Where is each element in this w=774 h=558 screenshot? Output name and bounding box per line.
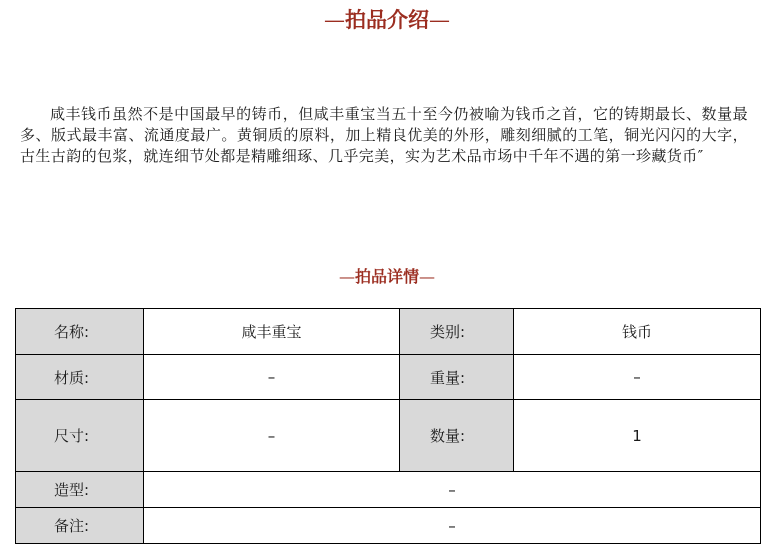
name-value: 咸丰重宝 — [144, 309, 400, 355]
title-right-dash: — — [429, 8, 450, 32]
material-label: 材质: — [16, 355, 144, 400]
shape-label: 造型: — [16, 472, 144, 508]
note-value: – — [144, 508, 761, 544]
title-right-dash: — — [419, 267, 435, 286]
name-label: 名称: — [16, 309, 144, 355]
material-value: – — [144, 355, 400, 400]
category-label: 类别: — [400, 309, 514, 355]
note-label: 备注: — [16, 508, 144, 544]
quantity-value: 1 — [514, 400, 761, 472]
title-left-dash: — — [324, 8, 345, 32]
title-left-dash: — — [338, 267, 355, 286]
table-row — [16, 400, 761, 472]
table-row — [16, 309, 761, 355]
intro-section-title — [0, 6, 774, 34]
details-table — [15, 308, 761, 544]
intro-paragraph: 咸丰钱币虽然不是中国最早的铸币，但咸丰重宝当五十至今仍被喻为钱币之首，它的铸期最长、数量最多、版式最丰富、流通度最广。黄铜质的原料，加上精良优美的外形，雕刻细腻的工笔，铜光闪闪的大字，古生古韵的包浆，就连细节处都是精雕细琢、几乎完美，实为艺术品市场中千年不遇的第一珍藏货币″ — [20, 105, 748, 165]
table-row — [16, 472, 761, 508]
quantity-label: 数量: — [400, 400, 514, 472]
intro-title-text: 拍品介绍 — [345, 7, 429, 32]
shape-value: – — [144, 472, 761, 508]
category-value: 钱币 — [514, 309, 761, 355]
details-title-text: 拍品详情 — [354, 267, 419, 286]
weight-value: – — [514, 355, 761, 400]
table-row — [16, 508, 761, 544]
size-label: 尺寸: — [16, 400, 144, 472]
weight-label: 重量: — [400, 355, 514, 400]
details-section-title — [0, 266, 774, 288]
size-value: – — [144, 400, 400, 472]
table-row — [16, 355, 761, 400]
